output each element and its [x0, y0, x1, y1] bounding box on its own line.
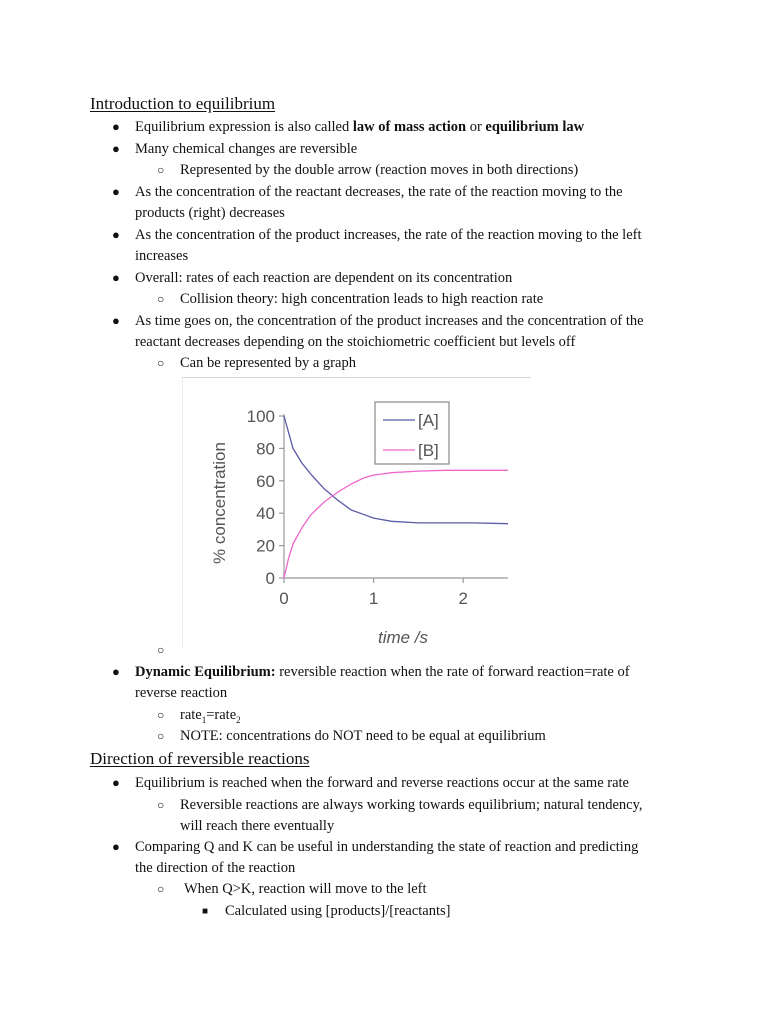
list-item-note: NOTE: concentrations do NOT need to be equal at equilibrium	[180, 728, 546, 744]
y-tick-label: 20	[256, 536, 275, 556]
bullet-icon: ●	[112, 664, 120, 679]
text: reversible reaction when the rate of forward reaction=rate of	[275, 664, 630, 680]
circle-bullet-icon: ○	[157, 882, 165, 896]
list-item-time-line2: reactant decreases depending on the stoichiometric coefficient but levels off	[135, 334, 576, 350]
bullet-icon: ●	[112, 227, 120, 242]
text: rate	[180, 707, 202, 723]
list-item-dynamic-equilibrium	[135, 663, 630, 681]
square-bullet-icon: ■	[202, 906, 209, 917]
list-item-dynamic-line2: reverse reaction	[135, 685, 228, 701]
list-item-q-greater-k: When Q>K, reaction will move to the left	[184, 881, 427, 897]
list-item-rate-equation	[180, 706, 241, 729]
concentration-chart	[182, 377, 531, 648]
list-item-reactant-line1: As the concentration of the reactant decreases, the rate of the reaction moving to the	[135, 184, 623, 200]
section-heading-direction: Direction of reversible reactions	[90, 749, 310, 768]
bold-term: Dynamic Equilibrium:	[135, 664, 276, 680]
text: or	[466, 119, 486, 135]
circle-bullet-icon: ○	[157, 643, 165, 657]
x-tick-label: 1	[368, 589, 379, 608]
bullet-icon: ●	[112, 839, 120, 854]
bold-term: law of mass action	[352, 119, 467, 135]
chart-svg	[183, 378, 531, 648]
legend-label-a: [A]	[418, 411, 439, 430]
list-item-reversible: Many chemical changes are reversible	[135, 141, 358, 157]
legend-label-b: [B]	[418, 441, 439, 460]
bullet-icon: ●	[112, 184, 120, 199]
chart-legend	[375, 402, 449, 464]
y-tick-label: 80	[256, 439, 275, 459]
y-tick-label: 100	[246, 407, 275, 426]
text: Equilibrium expression is also called	[135, 119, 353, 135]
circle-bullet-icon: ○	[157, 163, 165, 177]
list-item-compare-line1: Comparing Q and K can be useful in understanding the state of reaction and predicting	[135, 839, 639, 855]
y-tick-label: 60	[256, 471, 275, 491]
list-item-law-of-mass-action	[135, 118, 584, 136]
x-axis-label: time /s	[377, 628, 429, 647]
section-heading-introduction: Introduction to equilibrium	[90, 94, 276, 113]
bullet-icon: ●	[112, 775, 120, 790]
y-axis	[247, 407, 284, 588]
list-item-time-line1: As time goes on, the concentration of the product increases and the concentration of the	[135, 313, 644, 329]
circle-bullet-icon: ○	[157, 292, 165, 306]
bullet-icon: ●	[112, 270, 120, 285]
circle-bullet-icon: ○	[157, 729, 165, 743]
list-item-graph: Can be represented by a graph	[180, 355, 356, 371]
list-item-double-arrow: Represented by the double arrow (reaction moves in both directions)	[180, 162, 579, 178]
list-item-reactant-line2: products (right) decreases	[135, 205, 285, 221]
subscript: 1	[201, 714, 207, 725]
list-item-reached: Equilibrium is reached when the forward and reverse reactions occur at the same rate	[135, 775, 629, 791]
x-axis	[279, 578, 468, 608]
list-item-overall: Overall: rates of each reaction are dependent on its concentration	[135, 270, 513, 286]
list-item-compare-line2: the direction of the reaction	[135, 860, 296, 876]
list-item-working-line2: will reach there eventually	[180, 818, 335, 834]
list-item-calculated: Calculated using [products]/[reactants]	[225, 903, 451, 919]
circle-bullet-icon: ○	[157, 708, 165, 722]
list-item-product-line2: increases	[135, 248, 189, 264]
list-item-working-line1: Reversible reactions are always working towards equilibrium; natural tendency,	[180, 797, 643, 813]
x-tick-label: 0	[279, 589, 289, 608]
list-item-collision: Collision theory: high concentration leads to high reaction rate	[180, 291, 544, 307]
list-item-product-line1: As the concentration of the product increases, the rate of the reaction moving to the left	[135, 227, 642, 243]
x-tick-label: 2	[458, 589, 468, 608]
series-line-b	[284, 470, 508, 578]
y-axis-label: % concentration	[210, 442, 229, 564]
circle-bullet-icon: ○	[157, 798, 165, 812]
y-tick-label: 40	[256, 504, 275, 524]
bullet-icon: ●	[112, 119, 120, 134]
y-tick-label: 0	[265, 569, 275, 588]
bold-term: equilibrium law	[485, 119, 585, 135]
bullet-icon: ●	[112, 313, 120, 328]
bullet-icon: ●	[112, 141, 120, 156]
text: =rate	[206, 707, 237, 723]
subscript: 2	[236, 714, 241, 725]
circle-bullet-icon: ○	[157, 356, 165, 370]
